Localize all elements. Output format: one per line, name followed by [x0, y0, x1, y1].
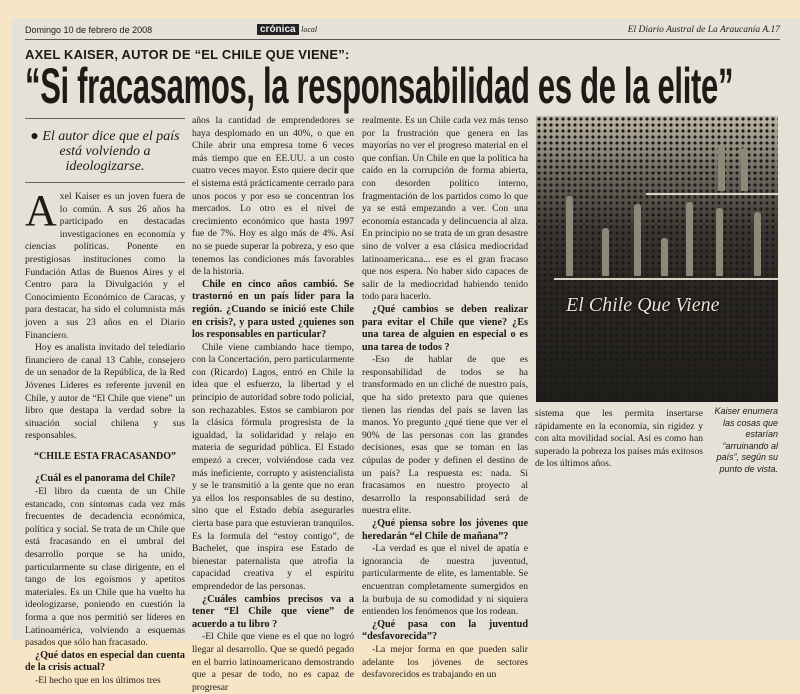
figure-silhouette	[754, 212, 761, 276]
paragraph: realmente. Es un Chile cada vez más tenso por la frustración que genera en las mayorías no ver el progreso material en el que confían. Un Chile en que la política ha caído en la corrupción de forma abierta, con desorden político interno, fragmentación de los partidos como lo que ya se está empezando a ver. Con una economía estancada y delincuencia al alza. En principio no se trata de un gran desastre sino de volver a esa clásica mediocridad latinoamericana... ese es el gran fracaso que nos espera. No haber sido capaces de salir de la mediocridad habiendo tenido todo para hacerlo.	[362, 115, 528, 303]
figure-silhouette	[686, 202, 693, 276]
bullet-icon: ●	[30, 129, 43, 144]
newspaper-name: El Diario Austral de La Araucanía A.17	[627, 25, 780, 35]
book-cover-photo	[536, 116, 778, 402]
issue-date: Domingo 10 de febrero de 2008	[25, 25, 153, 35]
paragraph: -Eso de hablar de que es responsabilidad de todos se ha transformado en un cliché de nuestro país, que ha sido pretexto para que quienes tienen las riendas del país se laven las manos. Yo pregunto ¿qué tiene que ver el 90% de las personas con las grandes decisiones, esas que se toman en las cúpulas de poder y definen el destino de un país? La respuesta es: nada. Si fracasamos en nuestro proyecto al desarrollo la responsabilidad será de nuestra elite.	[362, 354, 528, 517]
figure-silhouette	[602, 228, 609, 276]
headline: “Si fracasamos, la responsabilidad es de la elite”	[25, 58, 734, 114]
paragraph: -La mejor forma en que pueden salir adelante los jóvenes de sectores desfavorecidos es trabajando en un	[362, 643, 528, 681]
cliff-edge	[646, 193, 778, 195]
photo-caption: Kaiser enumera las cosas que estarían “arruinando al país”, según su punto de vista.	[714, 406, 778, 474]
cliff-edge	[554, 278, 778, 280]
book-title: El Chile Que Viene	[566, 294, 720, 316]
paragraph: -El Chile que viene es el que no logró llegar al desarrollo. Que se quedó pegado en el barrio latinoamericano demostrando que a pesar de todo, no es capaz de progresar	[192, 631, 354, 693]
section-label	[257, 24, 317, 35]
paragraph: años la cantidad de emprendedores se haya desplomado en un 40%, o que en Chile abrir una empresa tome 6 veces más tiempo que en EE.UU. a un costo cuatro veces mayor. Esto quiere decir que el sistema está prácticamente cerrado para unos pocos y por eso se concentran los mercados. Lo otro es el nivel de crecimiento económico que hasta 1997 fue de 7%. Hoy es algo más de 4%. Así no se puede superar la pobreza, y eso que tenemos las condiciones más favorables de la historia.	[192, 115, 354, 278]
figure-silhouette	[634, 204, 641, 276]
figure-silhouette	[661, 238, 668, 276]
question: Chile en cinco años cambió. Se trastornó en un país líder para la región. ¿Cuando se inició este Chile en crisis?, y para usted ¿quienes son los responsables en particular?	[192, 278, 354, 341]
column-4	[535, 408, 703, 471]
figure-silhouette	[566, 196, 573, 276]
paragraph: -El hecho que en los últimos tres	[35, 674, 161, 686]
divider	[25, 182, 185, 183]
question: ¿Qué piensa sobre los jóvenes que heredarán “el Chile de mañana”?	[362, 518, 528, 542]
deck	[25, 129, 185, 174]
column-2	[192, 115, 354, 694]
paragraph: Chile viene cambiando hace tiempo, con la Concertación, pero particularmente con (Ricardo) Lagos, entró en Chile la idea que el esfuerzo, la libertad y el principio de autoridad sobre todo policial, son rechazables. Estos se cambiaron por la clásica fórmula progresista de la igualdad, la solidaridad y relajo en materia de seguridad pública. El Estado empezó a crecer, volviéndose cada vez más ineficiente, corrupto y asistencialista y se le transmitió a la gente que no eran ya ellos los responsables de su destino, sino que el Estado debía asegurarles cierta base para que estuvieran tranquilos. Es la formula del “estoy contigo”, de Bachelet, que inspira ese Estado de bienestar paternalista que atrofia la capacidad creativa y el espíritu emprendedor de las personas.	[192, 341, 354, 592]
paragraph: -El libro da cuenta de un Chile estancado, con síntomas cada vez más frecuentes de decadencia económica, política y social. Se trata de un Chile que está fracasando en el umbral del desarrollo porque se ha unido, particularmente su clase dirigente, en el tango de los egoísmos y apetitos materiales. Es un Chile que ha vuelto ha ideologizarse, poniendo en cuestión la forma a que nos permitió ser líderes en Latinoamérica, volviendo a esquemas pasados que sólo han fracasado.	[25, 486, 185, 649]
drop-cap: A	[25, 186, 57, 235]
column-3	[362, 115, 528, 682]
paragraph: Hoy es analista invitado del telediario financiero de canal 13 Cable, consejero de un senador de la República, de la Red Jóvenes Líderes es referente juvenil en Chile, y autor de “El Chile que viene” un libro que destapa la verdad sobre la situación social chilena y sus responsables.	[25, 342, 185, 442]
paragraph	[25, 186, 185, 342]
subheading: “CHILE ESTA FRACASANDO”	[33, 450, 177, 462]
question: ¿Qué cambios se deben realizar para evitar el Chile que viene? ¿Es una tarea de alguien en especial o es una tarea de todos ?	[362, 303, 528, 353]
page-header	[25, 25, 780, 40]
paragraph: sistema que les permita insertarse rápidamente en la economía, sin rigidez y con alta movilidad social. Así es como han superado la pobreza los países más exitosos de los últimos años.	[535, 408, 703, 470]
divider	[25, 118, 185, 119]
figure-silhouette	[716, 208, 723, 276]
section-sub: local	[301, 25, 318, 34]
question: ¿Qué pasa con la juventud “desfavorecida”?	[362, 618, 528, 643]
figure-silhouette	[741, 148, 748, 191]
section-name: crónica	[257, 24, 299, 35]
question: ¿Cuál es el panorama del Chile?	[35, 473, 176, 485]
paragraph: -La verdad es que el nivel de apatía e ignorancia de nuestra juventud, particularmente de elite, es lamentable. Se encuentran completamente sumergidos en la burbuja de su comodidad y ni siquiera entienden los fenómenos que los rodean.	[362, 543, 528, 618]
question: ¿Qué datos en especial dan cuenta de la crisis actual?	[25, 649, 185, 674]
question: ¿Cuáles cambios precisos va a tener “El Chile que viene” de acuerdo a tu libro ?	[192, 593, 354, 630]
deck-text: El autor dice que el país está volviendo a ideologizarse.	[42, 129, 180, 174]
kicker: AXEL KAISER, AUTOR DE “EL CHILE QUE VIENE”:	[25, 47, 350, 62]
paragraph-text: xel Kaiser es un joven fuera de lo común. A sus 26 años ha participado en destacadas investigaciones en economía y ciencias políticas. Ponente en prestigiosas instituciones como la Fundación Atlas de Buenos Aires y el Centro para la Divulgación y el Conocimiento Económico de Caracas, y para destacar, ha sido el columnista más joven a sus 23 años en el Diario Financiero.	[25, 191, 185, 341]
column-1	[25, 118, 185, 688]
figure-silhouette	[718, 146, 725, 191]
